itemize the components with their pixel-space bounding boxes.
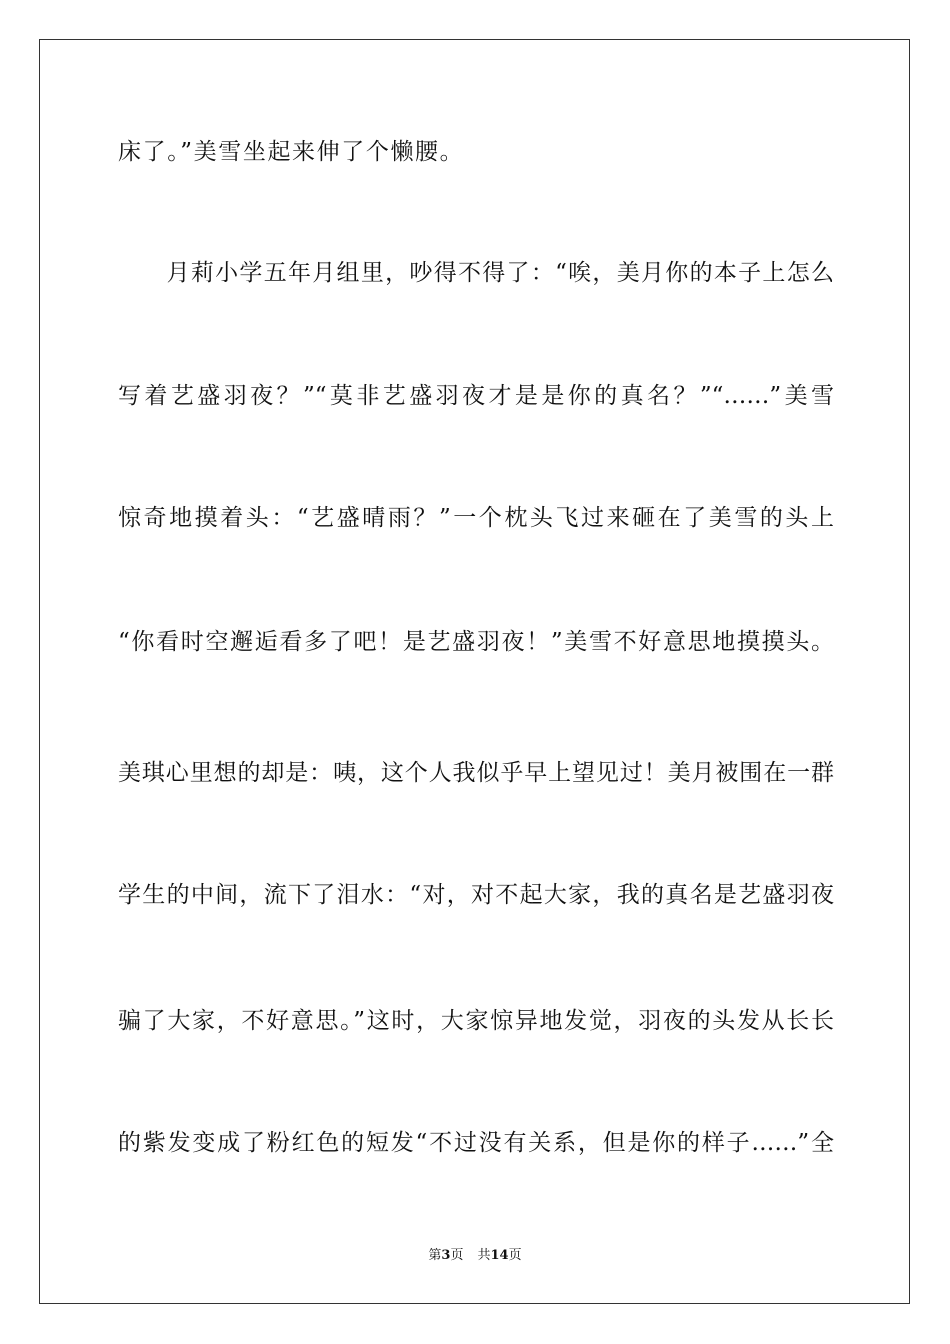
text-line-8: 骗了大家，不好意思。”这时，大家惊异地发觉，羽夜的头发从长长 [118, 1008, 834, 1034]
total-pages: 14 [490, 1248, 509, 1263]
text-line-9: 的紫发变成了粉红色的短发“不过没有关系，但是你的样子……”全 [118, 1130, 834, 1156]
page-prefix: 第 [428, 1248, 442, 1263]
text-line-5: “你看时空邂逅看多了吧！是艺盛羽夜！”美雪不好意思地摸摸头。 [118, 629, 834, 655]
text-line-4: 惊奇地摸着头：“艺盛晴雨？”一个枕头飞过来砸在了美雪的头上 [118, 505, 834, 531]
page-footer [0, 1248, 950, 1264]
text-line-3: 写着艺盛羽夜？”“莫非艺盛羽夜才是是你的真名？”“……”美雪 [118, 383, 834, 409]
text-line-7: 学生的中间，流下了泪水：“对，对不起大家，我的真名是艺盛羽夜 [118, 882, 834, 908]
page-suffix: 页 [450, 1248, 464, 1263]
text-line-1: 床了。”美雪坐起来伸了个懒腰。 [118, 139, 465, 165]
total-suffix: 页 [508, 1248, 522, 1263]
text-line-2: 月莉小学五年月组里，吵得不得了：“唉，美月你的本子上怎么 [118, 260, 834, 286]
page-border [39, 39, 910, 1304]
text-line-6: 美琪心里想的却是：咦，这个人我似乎早上望见过！美月被围在一群 [118, 760, 834, 786]
total-prefix: 共 [477, 1248, 491, 1263]
page-number: 3 [441, 1248, 451, 1263]
